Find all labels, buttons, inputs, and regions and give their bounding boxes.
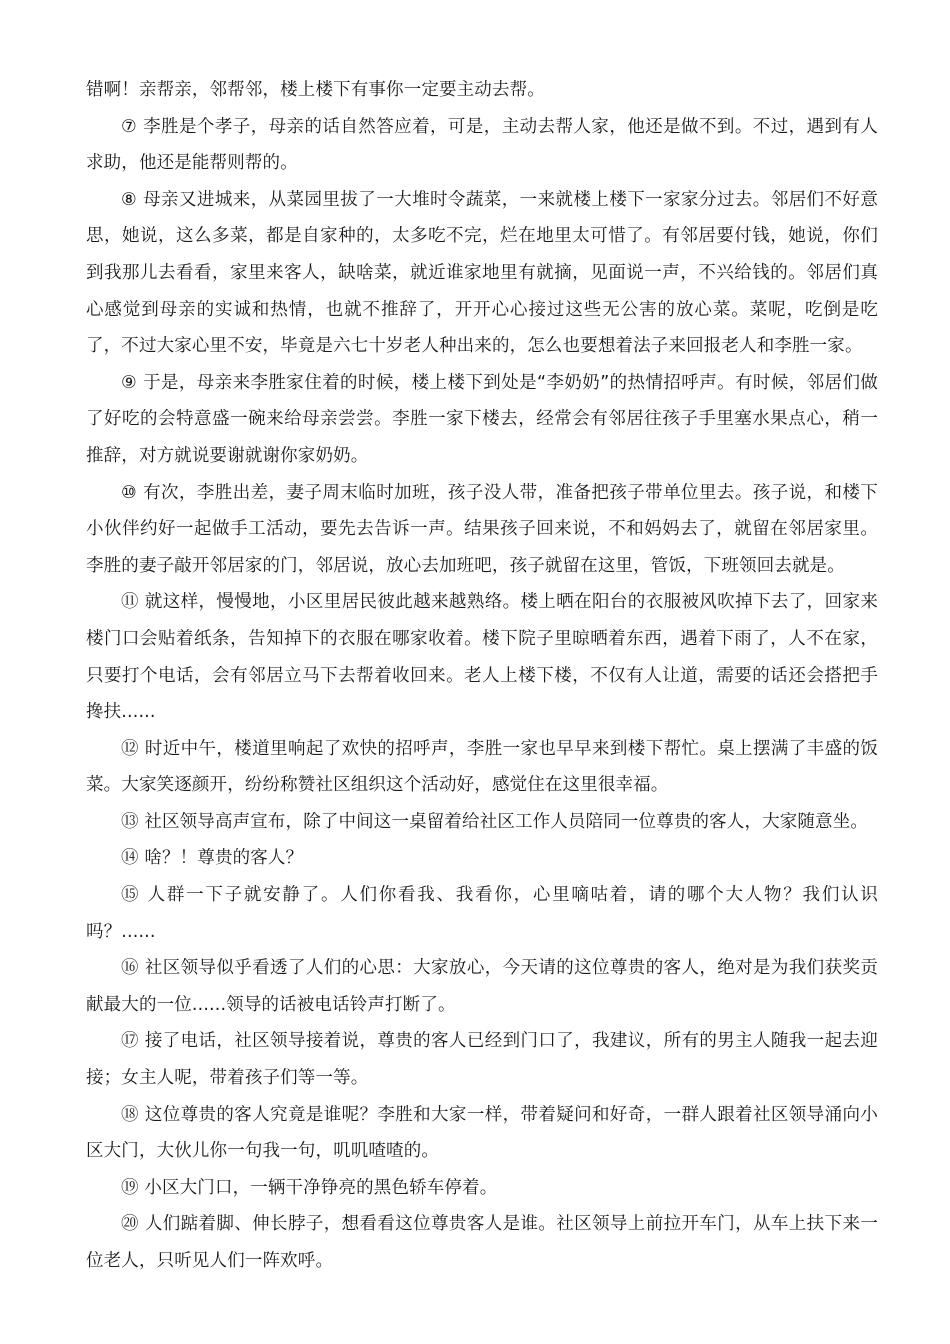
paragraph-9: ⑨ 于是，母亲来李胜家住着的时候，楼上楼下到处是“李奶奶”的热情招呼声。有时候，邻居们做了好吃的会特意盛一碗来给母亲尝尝。李胜一家下楼去，经常会有邻居往孩子手里塞水果点心，稍一推辞，对方就说要谢就谢你家奶奶。 bbox=[86, 372, 878, 466]
document-body bbox=[86, 72, 878, 1280]
paragraph-12: ⑫ 时近中午，楼道里响起了欢快的招呼声，李胜一家也早早来到楼下帮忙。桌上摆满了丰盛的饭菜。大家笑逐颜开，纷纷称赞社区组织这个活动好，感觉住在这里很幸福。 bbox=[86, 738, 878, 796]
paragraph-8: ⑧ 母亲又进城来，从菜园里拔了一大堆时令蔬菜，一来就楼上楼下一家家分过去。邻居们不好意思，她说，这么多菜，都是自家种的，太多吃不完，烂在地里太可惜了。有邻居要付钱，她说，你们到我那儿去看看，家里来客人，缺啥菜，就近谁家地里有就摘，见面说一声，不兴给钱的。邻居们真心感觉到母亲的实诚和热情，也就不推辞了，开开心心接过这些无公害的放心菜。菜呢，吃倒是吃了，不过大家心里不安，毕竟是六七十岁老人种出来的，怎么也要想着法子来回报老人和李胜一家。 bbox=[86, 189, 878, 357]
paragraph-20: ⑳ 人们踮着脚、伸长脖子，想看看这位尊贵客人是谁。社区领导上前拉开车门，从车上扶下来一位老人，只听见人们一阵欢呼。 bbox=[86, 1214, 878, 1271]
paragraph-11: ⑪ 就这样，慢慢地，小区里居民彼此越来越熟络。楼上晒在阳台的衣服被风吹掉下去了，回家来楼门口会贴着纸条，告知掉下的衣服在哪家收着。楼下院子里晾晒着东西，遇着下雨了，人不在家，只要打个电话，会有邻居立马下去帮着收回来。老人上楼下楼，不仅有人让道，需要的话还会搭把手搀扶...... bbox=[86, 592, 878, 723]
paragraph-18: ⑱ 这位尊贵的客人究竟是谁呢？李胜和大家一样，带着疑问和好奇，一群人跟着社区领导涌向小区大门，大伙儿你一句我一句，叽叽喳喳的。 bbox=[86, 1104, 878, 1162]
paragraph-17: ⑰ 接了电话，社区领导接着说，尊贵的客人已经到门口了，我建议，所有的男主人随我一起去迎接；女主人呢，带着孩子们等一等。 bbox=[86, 1031, 878, 1089]
paragraph-10: ⑩ 有次，李胜出差，妻子周末临时加班，孩子没人带，准备把孩子带单位里去。孩子说，和楼下小伙伴约好一起做手工活动，要先去告诉一声。结果孩子回来说，不和妈妈去了，就留在邻居家里。李胜的妻子敲开邻居家的门，邻居说，放心去加班吧，孩子就留在这里，管饭，下班领回去就是。 bbox=[86, 482, 878, 576]
paragraph-13: ⑬ 社区领导高声宣布，除了中间这一桌留着给社区工作人员陪同一位尊贵的客人，大家随意坐。 bbox=[121, 811, 869, 832]
paragraph-continued: 错啊！亲帮亲，邻帮邻，楼上楼下有事你一定要主动去帮。 bbox=[86, 80, 545, 100]
paragraph-7: ⑦ 李胜是个孝子，母亲的话自然答应着，可是，主动去帮人家，他还是做不到。不过，遇到有人求助，他还是能帮则帮的。 bbox=[86, 116, 878, 174]
paragraph-14: ⑭ 啥？！尊贵的客人？ bbox=[121, 848, 304, 869]
paragraph-19: ⑲ 小区大门口，一辆干净铮亮的黑色轿车停着。 bbox=[121, 1177, 498, 1198]
paragraph-16: ⑯ 社区领导似乎看透了人们的心思：大家放心，今天请的这位尊贵的客人，绝对是为我们获奖贡献最大的一位......领导的话被电话铃声打断了。 bbox=[86, 958, 878, 1015]
paragraph-15: ⑮ 人群一下子就安静了。人们你看我、我看你，心里嘀咕着，请的哪个大人物？我们认识吗？...... bbox=[86, 885, 878, 942]
